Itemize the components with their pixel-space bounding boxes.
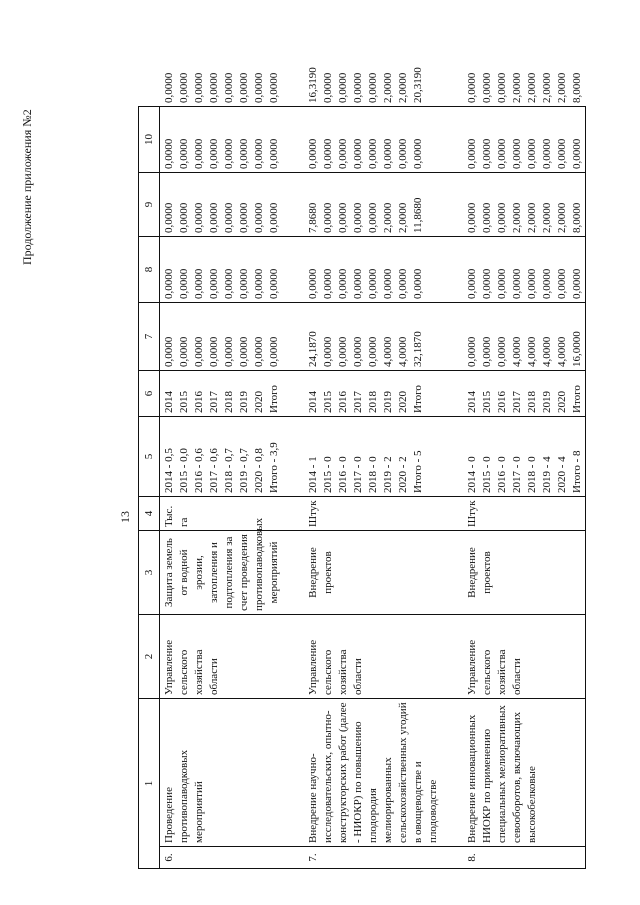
c7-value: 0,0000 (541, 268, 553, 299)
c9-cell (160, 107, 283, 173)
table-row: 8. Внедрение инновационных НИОКР по применению специальных мелиоративных севооборотов, включающих высокобелковые Управление сельского хозяйства области Внедрение проектов Штук 2014 - 0 2015 - 0 2016 - 0 2017 - 0 2018 - 0 2019 - 4 2020 - 4 Итого - 8 2014 2015 2016 2017 2018 2019 2020 Итого 0,0000 0,0000 0,0000 4,0000 4,0000 4,0000 4,0000 16,0000 0,0000 0,0000 0,0000 0,0000 0,0000 0,0000 0,0000 0,0000 0,0000 0,0000 0,0000 2,0000 2,0000 2,0000 2,0000 8,0000 0,0000 0,0000 0,0000 0,0000 0,0000 0,0000 0,0000 0,0000 0,0000 0,0000 0,0000 2,0000 2,0000 2,0000 2,0000 8,0000 (463, 107, 586, 869)
executor-cell: Управление сельского хозяйства области (160, 615, 283, 699)
years-value: 2019 (238, 391, 250, 413)
years-value: 2017 (352, 391, 364, 413)
c7-cell (463, 237, 586, 303)
c6-cell (304, 303, 441, 371)
unit-cell: Тыс. га (160, 497, 283, 531)
years-value: 2016 (496, 391, 508, 413)
c6-value: 24,1870 (307, 331, 319, 367)
column-header: 4 (139, 497, 160, 531)
c9-value: 0,0000 (178, 138, 190, 169)
c8-value: 11,8680 (412, 197, 424, 233)
c6-value: 0,0000 (337, 336, 349, 367)
c8-value: 0,0000 (367, 202, 379, 233)
c9-value: 0,0000 (571, 138, 583, 169)
c6-value: 0,0000 (481, 336, 493, 367)
years-value: 2014 (163, 391, 175, 413)
targets-value: 2017 - 0 (352, 456, 364, 493)
table-row: 7. Внедрение научно-исследовательских, опытно-конструкторских работ (далее - НИОКР) по повышению плодородия мелиорированных сельскохозяйственных угодий в овощеводстве и плодоводстве Управление сельского хозяйства области Внедрение проектов Штук 2014 - 1 2015 - 0 2016 - 0 2017 - 0 2018 - 0 2019 - 2 2020 - 2 Итого - 5 2014 2015 2016 2017 2018 2019 2020 Итого 24,1870 0,0000 0,0000 0,0000 0,0000 4,0000 4,0000 32,1870 0,0000 0,0000 0,0000 0,0000 0,0000 0,0000 0,0000 0,0000 7,8680 0,0000 0,0000 0,0000 0,0000 2,0000 2,0000 11,8680 0,0000 0,0000 0,0000 0,0000 0,0000 0,0000 0,0000 0,0000 16,3190 0,0000 0,0000 0,0000 0,0000 2,0000 2,0000 20,3190 (304, 107, 441, 869)
column-header: 7 (139, 303, 160, 371)
years-value: 2017 (511, 391, 523, 413)
c9-value: 0,0000 (412, 138, 424, 169)
c8-value: 0,0000 (238, 202, 250, 233)
c9-value: 0,0000 (496, 138, 508, 169)
c6-value: 0,0000 (496, 336, 508, 367)
c9-value: 0,0000 (238, 138, 250, 169)
c8-value: 2,0000 (382, 202, 394, 233)
c7-value: 0,0000 (496, 268, 508, 299)
c7-value: 0,0000 (223, 268, 235, 299)
years-value: 2014 (466, 391, 478, 413)
c8-value: 0,0000 (466, 202, 478, 233)
c9-value: 0,0000 (268, 138, 280, 169)
c7-value: 0,0000 (412, 268, 424, 299)
c6-value: 4,0000 (511, 336, 523, 367)
c9-value: 0,0000 (193, 138, 205, 169)
c9-value: 0,0000 (307, 138, 319, 169)
program-table (138, 67, 586, 869)
c9-value: 0,0000 (322, 138, 334, 169)
indicator-cell: Внедрение проектов (304, 531, 441, 615)
c8-value: 0,0000 (352, 202, 364, 233)
c8-value: 0,0000 (253, 202, 265, 233)
c8-value: 2,0000 (511, 202, 523, 233)
targets-value: 2014 - 0,5 (163, 448, 175, 493)
c7-value: 0,0000 (397, 268, 409, 299)
c7-value: 0,0000 (571, 268, 583, 299)
targets-cell (160, 417, 283, 497)
targets-value: 2016 - 0 (337, 456, 349, 493)
executor-cell: Управление сельского хозяйства области (463, 615, 586, 699)
c7-value: 0,0000 (238, 268, 250, 299)
c8-value: 0,0000 (322, 202, 334, 233)
targets-value: 2015 - 0 (322, 456, 334, 493)
years-value: 2018 (223, 391, 235, 413)
targets-value: 2017 - 0,6 (208, 448, 220, 493)
c6-value: 0,0000 (208, 336, 220, 367)
c9-value: 0,0000 (541, 138, 553, 169)
c7-value: 0,0000 (322, 268, 334, 299)
c8-value: 7,8680 (307, 202, 319, 233)
c7-cell (160, 237, 283, 303)
column-header: 10 (139, 107, 160, 173)
years-value: 2019 (382, 391, 394, 413)
targets-value: 2018 - 0 (367, 456, 379, 493)
column-header: 8 (139, 237, 160, 303)
c7-value: 0,0000 (367, 268, 379, 299)
targets-value: 2016 - 0,6 (193, 448, 205, 493)
c6-value: 0,0000 (367, 336, 379, 367)
c9-value: 0,0000 (526, 138, 538, 169)
c7-value: 0,0000 (337, 268, 349, 299)
c9-value: 0,0000 (337, 138, 349, 169)
targets-value: 2020 - 4 (556, 456, 568, 493)
c6-value: 4,0000 (556, 336, 568, 367)
c7-value: 0,0000 (253, 268, 265, 299)
c7-value: 0,0000 (556, 268, 568, 299)
targets-value: Итого - 5 (412, 450, 424, 493)
c7-value: 0,0000 (352, 268, 364, 299)
c8-cell (304, 173, 441, 237)
column-header: 5 (139, 417, 160, 497)
c8-value: 2,0000 (541, 202, 553, 233)
c7-value: 0,0000 (163, 268, 175, 299)
years-value: 2019 (541, 391, 553, 413)
event-cell: Внедрение научно-исследовательских, опытно-конструкторских работ (далее - НИОКР) по повышению плодородия мелиорированных сельскохозяйственных угодий в овощеводстве и плодоводстве (304, 699, 441, 847)
c9-value: 0,0000 (481, 138, 493, 169)
c9-value: 0,0000 (511, 138, 523, 169)
c8-value: 2,0000 (397, 202, 409, 233)
years-value: 2016 (193, 391, 205, 413)
c9-value: 0,0000 (556, 138, 568, 169)
c6-value: 4,0000 (382, 336, 394, 367)
c8-value: 0,0000 (208, 202, 220, 233)
column-header: 6 (139, 371, 160, 417)
c7-value: 0,0000 (307, 268, 319, 299)
column-number-row (139, 107, 160, 869)
c9-value: 0,0000 (397, 138, 409, 169)
c7-cell (304, 237, 441, 303)
c9-cell (304, 107, 441, 173)
targets-value: 2015 - 0 (481, 456, 493, 493)
targets-value: 2019 - 4 (541, 456, 553, 493)
column-header: 1 (139, 699, 160, 869)
c8-value: 0,0000 (178, 202, 190, 233)
c6-value: 0,0000 (322, 336, 334, 367)
indicator-cell: Внедрение проектов (463, 531, 586, 615)
years-value: 2020 (397, 391, 409, 413)
c8-value: 0,0000 (268, 202, 280, 233)
c7-value: 0,0000 (511, 268, 523, 299)
years-cell (304, 371, 441, 417)
c6-value: 0,0000 (466, 336, 478, 367)
column-header: 3 (139, 531, 160, 615)
c9-value: 0,0000 (382, 138, 394, 169)
c8-value: 0,0000 (193, 202, 205, 233)
c6-value: 0,0000 (193, 336, 205, 367)
c6-value: 0,0000 (253, 336, 265, 367)
years-value: 2017 (208, 391, 220, 413)
targets-value: Итого - 3,9 (268, 442, 280, 493)
years-value: 2015 (322, 391, 334, 413)
c8-cell (463, 173, 586, 237)
c7-value: 0,0000 (268, 268, 280, 299)
row-number: 6. (160, 847, 283, 869)
c7-value: 0,0000 (193, 268, 205, 299)
years-value: 2015 (178, 391, 190, 413)
table-row: 6. Проведение противопаводковых мероприятий Управление сельского хозяйства области Защита земель от водной эрозии, затопления и подтопления за счет проведения противопаводковых мероприятий Тыс. га 2014 - 0,5 2015 - 0,0 2016 - 0,6 2017 - 0,6 2018 - 0,7 2019 - 0,7 2020 - 0,8 Итого - 3,9 2014 2015 2016 2017 2018 2019 2020 Итого 0,0000 0,0000 0,0000 0,0000 0,0000 0,0000 0,0000 0,0000 0,0000 0,0000 0,0000 0,0000 0,0000 0,0000 0,0000 0,0000 0,0000 0,0000 0,0000 0,0000 0,0000 0,0000 0,0000 0,0000 0,0000 0,0000 0,0000 0,0000 0,0000 0,0000 0,0000 0,0000 0,0000 0,0000 0,0000 0,0000 0,0000 0,0000 0,0000 0,0000 (160, 107, 283, 869)
c8-value: 2,0000 (526, 202, 538, 233)
targets-value: 2019 - 0,7 (238, 448, 250, 493)
c7-value: 0,0000 (178, 268, 190, 299)
targets-value: 2020 - 2 (397, 456, 409, 493)
targets-value: Итого - 8 (571, 450, 583, 493)
years-cell (160, 371, 283, 417)
c8-value: 0,0000 (163, 202, 175, 233)
years-value: 2020 (253, 391, 265, 413)
c6-value: 4,0000 (541, 336, 553, 367)
c7-value: 0,0000 (208, 268, 220, 299)
c6-value: 0,0000 (223, 336, 235, 367)
appendix-title: Продолжение приложения №2 (20, 109, 34, 265)
c9-value: 0,0000 (223, 138, 235, 169)
c6-value: 4,0000 (397, 336, 409, 367)
years-value: 2015 (481, 391, 493, 413)
c7-value: 0,0000 (382, 268, 394, 299)
c6-cell (463, 303, 586, 371)
targets-value: 2016 - 0 (496, 456, 508, 493)
c8-value: 0,0000 (337, 202, 349, 233)
years-value: Итого (268, 385, 280, 413)
c8-value: 0,0000 (481, 202, 493, 233)
targets-value: 2018 - 0,7 (223, 448, 235, 493)
c6-cell (160, 303, 283, 371)
targets-value: 2019 - 2 (382, 456, 394, 493)
c9-value: 0,0000 (163, 138, 175, 169)
c9-value: 0,0000 (352, 138, 364, 169)
c8-value: 2,0000 (556, 202, 568, 233)
page-number: 13 (118, 511, 132, 523)
row-spacer (441, 107, 463, 869)
row-number: 7. (304, 847, 441, 869)
column-header: 2 (139, 615, 160, 699)
c6-value: 0,0000 (178, 336, 190, 367)
row-number: 8. (463, 847, 586, 869)
unit-cell: Штук (304, 497, 441, 531)
years-value: 2016 (337, 391, 349, 413)
c6-value: 32,1870 (412, 331, 424, 367)
years-value: 2020 (556, 391, 568, 413)
years-value: 2018 (526, 391, 538, 413)
targets-value: 2015 - 0,0 (178, 448, 190, 493)
c9-value: 0,0000 (466, 138, 478, 169)
c7-value: 0,0000 (481, 268, 493, 299)
years-value: Итого (571, 385, 583, 413)
targets-value: 2017 - 0 (511, 456, 523, 493)
c6-value: 0,0000 (352, 336, 364, 367)
c8-value: 0,0000 (223, 202, 235, 233)
c8-value: 0,0000 (496, 202, 508, 233)
c6-value: 0,0000 (268, 336, 280, 367)
years-value: 2018 (367, 391, 379, 413)
event-cell: Внедрение инновационных НИОКР по применению специальных мелиоративных севооборотов, включающих высокобелковые (463, 699, 586, 847)
targets-value: 2020 - 0,8 (253, 448, 265, 493)
executor-cell: Управление сельского хозяйства области (304, 615, 441, 699)
c7-value: 0,0000 (466, 268, 478, 299)
unit-cell: Штук (463, 497, 586, 531)
years-value: 2014 (307, 391, 319, 413)
c8-value: 8,0000 (571, 202, 583, 233)
targets-value: 2018 - 0 (526, 456, 538, 493)
c6-value: 0,0000 (238, 336, 250, 367)
years-value: Итого (412, 385, 424, 413)
table-body (160, 67, 586, 869)
c8-cell (160, 173, 283, 237)
c9-value: 0,0000 (253, 138, 265, 169)
c9-value: 0,0000 (208, 138, 220, 169)
c6-value: 4,0000 (526, 336, 538, 367)
c9-cell (463, 107, 586, 173)
targets-cell (463, 417, 586, 497)
row-spacer (282, 107, 304, 869)
targets-value: 2014 - 0 (466, 456, 478, 493)
targets-cell (304, 417, 441, 497)
indicator-cell: Защита земель от водной эрозии, затопления и подтопления за счет проведения противопаводковых мероприятий (160, 531, 283, 615)
c9-value: 0,0000 (367, 138, 379, 169)
c6-value: 16,0000 (571, 331, 583, 367)
c7-value: 0,0000 (526, 268, 538, 299)
column-header: 9 (139, 173, 160, 237)
targets-value: 2014 - 1 (307, 456, 319, 493)
years-cell (463, 371, 586, 417)
c6-value: 0,0000 (163, 336, 175, 367)
event-cell: Проведение противопаводковых мероприятий (160, 699, 283, 847)
